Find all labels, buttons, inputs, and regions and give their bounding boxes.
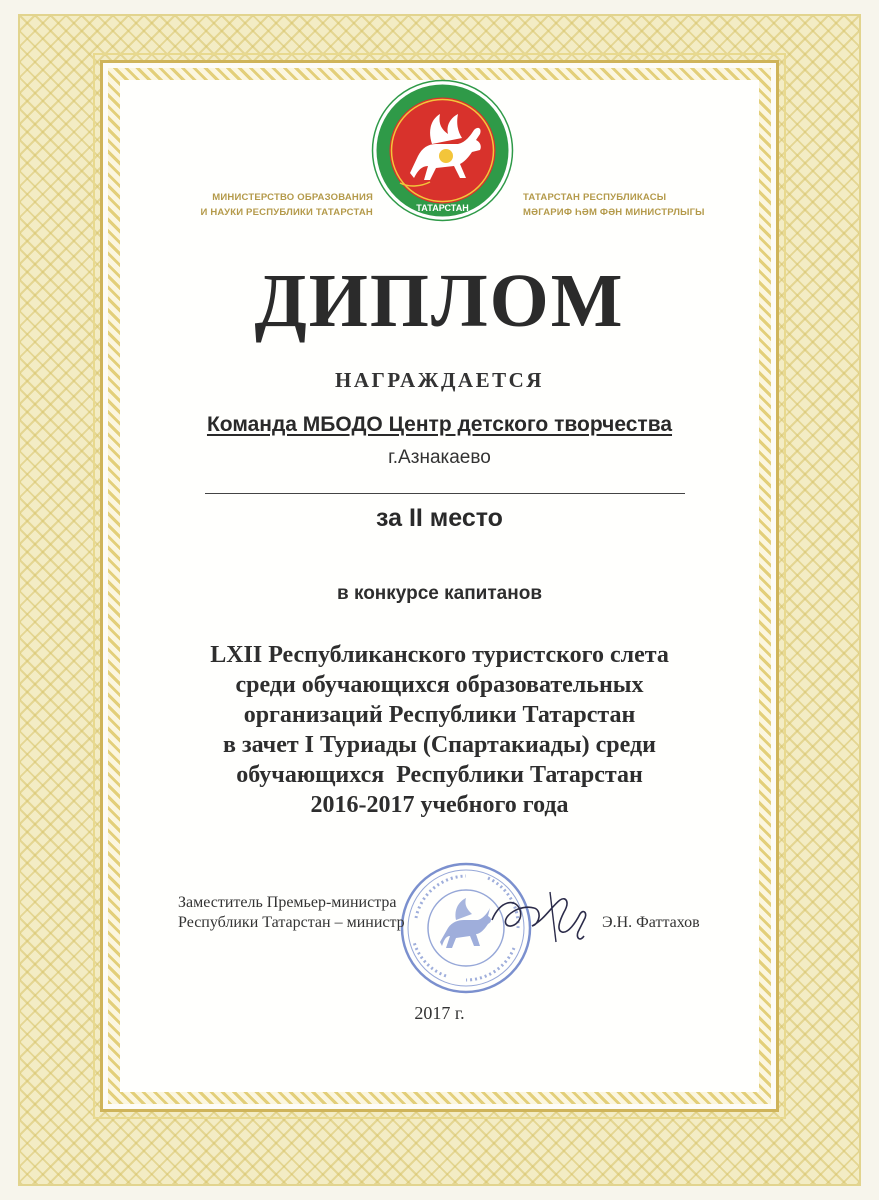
ministry-tt-line-1: ТАТАРСТАН РЕСПУБЛИКАСЫ — [523, 192, 667, 203]
tatarstan-coat-of-arms-icon — [370, 78, 515, 223]
diploma-title: ДИПЛОМ — [254, 259, 625, 343]
signer-position-line-2: Республики Татарстан – министр — [178, 914, 405, 931]
event-line-3: организаций Республики Татарстан — [243, 702, 636, 728]
event-line-2: среди обучающихся образовательных — [235, 672, 644, 698]
event-line-1: LXII Республиканского туристского слета — [210, 642, 669, 668]
contest-name: в конкурсе капитанов — [336, 583, 542, 604]
divider-line — [205, 493, 685, 494]
signer-name: Э.Н. Фаттахов — [602, 914, 700, 931]
ministry-ru-line-2: И НАУКИ РЕСПУБЛИКИ ТАТАРСТАН — [200, 207, 373, 218]
ministry-name-ru — [183, 190, 373, 220]
awarded-label: НАГРАЖДАЕТСЯ — [335, 368, 544, 392]
award-place: за II место — [376, 504, 503, 532]
ministry-ru-line-1: МИНИСТЕРСТВО ОБРАЗОВАНИЯ — [212, 192, 373, 203]
issue-year: 2017 г. — [414, 1003, 465, 1023]
event-line-4: в зачет I Туриады (Спартакиады) среди — [223, 732, 656, 758]
recipient-text: Команда МБОДО Центр детского творчества — [206, 413, 673, 436]
recipient-name — [0, 413, 879, 437]
handwritten-signature-icon — [480, 880, 600, 950]
ministry-tt-line-2: МӘГАРИФ ҺӘМ ФӘН МИНИСТРЛЫГЫ — [523, 207, 705, 218]
event-line-5: обучающихся Республики Татарстан — [236, 762, 643, 788]
event-description — [0, 640, 879, 820]
signer-position — [178, 893, 405, 933]
recipient-city: г.Азнакаево — [388, 447, 491, 468]
signer-position-line-1: Заместитель Премьер-министра — [178, 894, 397, 911]
event-line-6: 2016-2017 учебного года — [310, 792, 569, 818]
emblem-label: ТАТАРСТАН — [416, 203, 469, 213]
ministry-name-tt — [523, 190, 723, 220]
